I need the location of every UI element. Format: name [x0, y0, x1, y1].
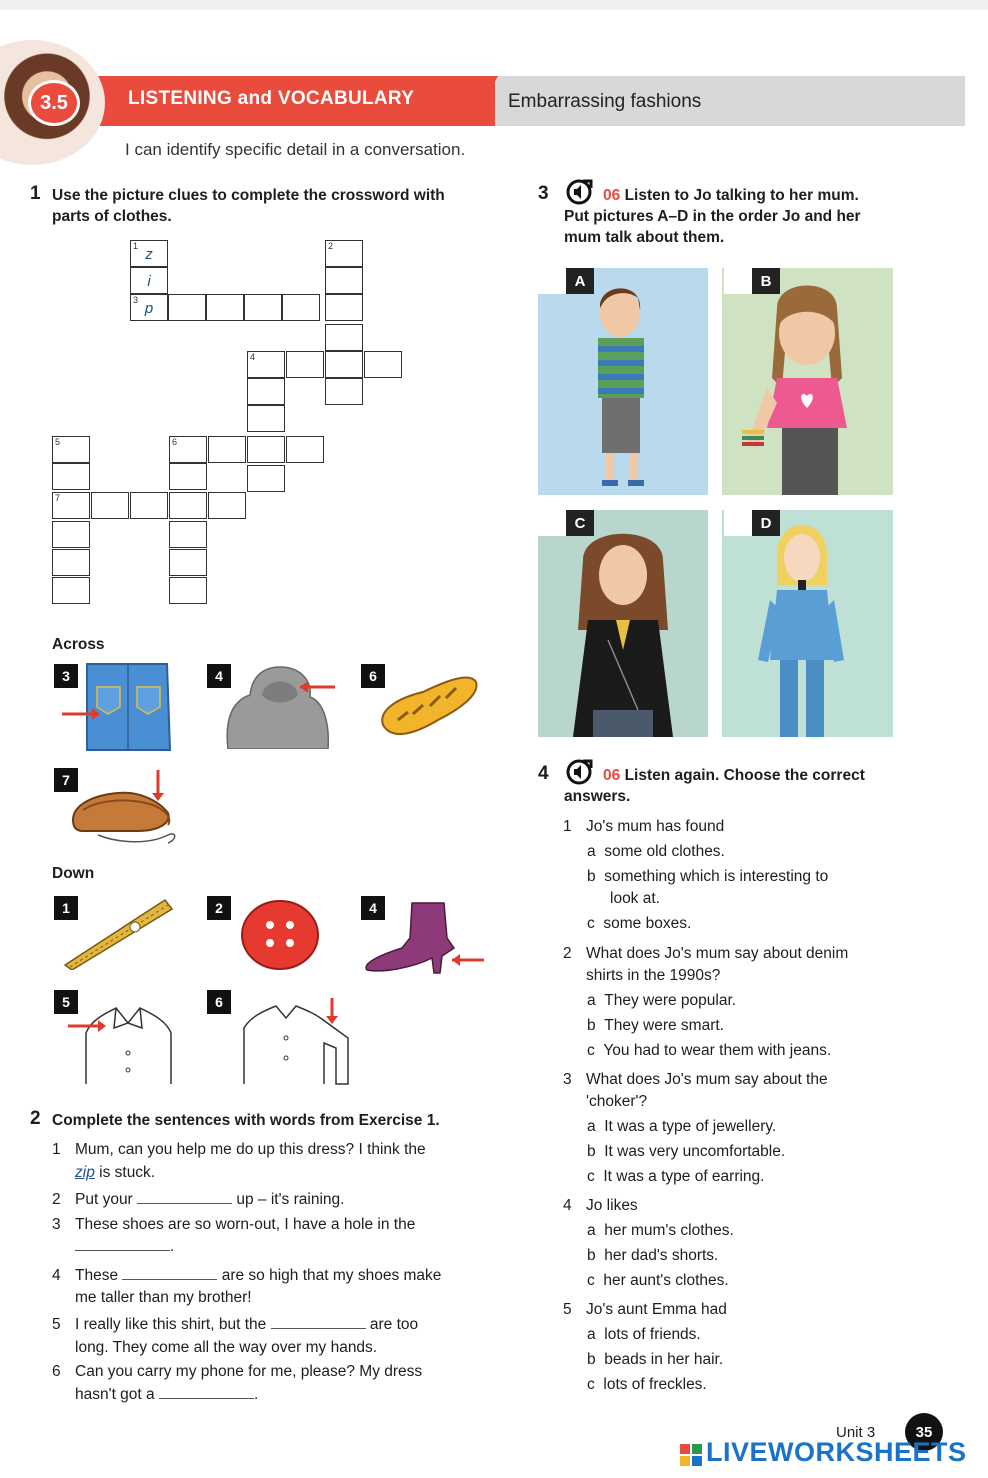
woman-denim-illustration — [722, 510, 893, 737]
girl-bracelets-illustration — [722, 268, 893, 495]
picture-d — [722, 510, 893, 737]
ex3-number: 3 — [538, 183, 549, 204]
collar-shirt-picture — [66, 998, 191, 1086]
crossword-cell[interactable] — [169, 521, 207, 548]
hoodie-picture — [220, 665, 335, 749]
ex4-q4-text: Jo likes — [586, 1197, 638, 1214]
down-clue-2-badge: 2 — [207, 896, 231, 920]
shoelaces-picture — [68, 765, 188, 850]
down-label: Down — [52, 865, 95, 882]
ex2-item-4-blank[interactable] — [122, 1265, 217, 1280]
ex2-item-5-line2: long. They come all the way over my hands. — [75, 1339, 378, 1356]
ex4-q1-option-b[interactable]: b something which is interesting to — [587, 868, 829, 885]
crossword-cell[interactable] — [244, 294, 282, 321]
picture-b-label: B — [752, 268, 780, 294]
crossword-cell[interactable] — [130, 492, 168, 519]
section-number: 3.5 — [28, 80, 80, 126]
crossword-cell[interactable] — [364, 351, 402, 378]
crossword-cell[interactable] — [325, 294, 363, 321]
crossword-cell[interactable] — [247, 378, 285, 405]
ex2-item-3-num: 3 — [52, 1216, 61, 1233]
crossword-cell[interactable] — [52, 463, 90, 490]
crossword-cell[interactable] — [169, 577, 207, 604]
crossword-cell[interactable] — [208, 436, 246, 463]
ex4-q3-option-b[interactable]: b It was very uncomfortable. — [587, 1143, 786, 1160]
sleeve-shirt-picture — [236, 998, 356, 1086]
picture-a-label: A — [566, 268, 594, 294]
crossword-cell[interactable] — [247, 405, 285, 432]
ex2-item-1-line2: zip is stuck. — [75, 1164, 156, 1181]
picture-b — [722, 268, 893, 495]
zip-picture — [60, 895, 175, 970]
down-clue-1-badge: 1 — [54, 896, 78, 920]
crossword-cell[interactable]: 6 — [169, 436, 207, 463]
ex2-item-1-num: 1 — [52, 1141, 61, 1158]
picture-d-label: D — [752, 510, 780, 536]
heel-boot-picture — [362, 898, 487, 978]
crossword-cell[interactable]: 4 — [247, 351, 285, 378]
sole-picture — [378, 670, 478, 745]
crossword-cell[interactable] — [247, 465, 285, 492]
picture-c — [538, 510, 708, 737]
section-title: LISTENING and VOCABULARY — [128, 88, 415, 109]
ex4-q5-option-b[interactable]: b beads in her hair. — [587, 1351, 724, 1368]
button-picture — [240, 898, 320, 973]
page-number: 35 — [905, 1413, 943, 1451]
woman-leather-jacket-illustration — [538, 510, 708, 737]
ex4-instruction-line1: 06 Listen again. Choose the correct — [603, 767, 865, 784]
ex4-instruction-line2: answers. — [564, 788, 631, 805]
liveworksheets-brand[interactable]: LIVEWORKSHEETS — [706, 1437, 967, 1467]
crossword-cell[interactable] — [91, 492, 129, 519]
crossword-cell[interactable]: 5 — [52, 436, 90, 463]
ex4-q4-option-a[interactable]: a her mum's clothes. — [587, 1222, 734, 1239]
can-do-statement: I can identify specific detail in a conversation. — [125, 140, 466, 159]
audio-icon[interactable] — [565, 178, 595, 206]
crossword-cell[interactable]: 7 — [52, 492, 90, 519]
ex4-q5-option-a[interactable]: a lots of friends. — [587, 1326, 701, 1343]
ex4-q3-num: 3 — [563, 1071, 572, 1088]
ex2-number: 2 — [30, 1108, 41, 1129]
crossword-cell[interactable]: 3 p — [130, 294, 168, 321]
ex1-instruction-line2: parts of clothes. — [52, 208, 172, 225]
ex2-item-6-line2: hasn't got a . — [75, 1386, 259, 1403]
ex2-item-1-text: Mum, can you help me do up this dress? I think the — [75, 1141, 426, 1158]
across-clue-4-badge: 4 — [207, 664, 231, 688]
ex4-q4-num: 4 — [563, 1197, 572, 1214]
liveworksheets-logo-icon — [680, 1444, 702, 1466]
ex2-item-4-line: These are so high that my shoes make — [75, 1267, 442, 1284]
ex4-q1-option-c[interactable]: c some boxes. — [587, 915, 692, 932]
ex4-q2-option-c[interactable]: c You had to wear them with jeans. — [587, 1042, 832, 1059]
picture-a — [538, 268, 708, 495]
down-clue-6-badge: 6 — [207, 990, 231, 1014]
ex3-track-number: 06 — [603, 187, 621, 204]
ex3-instruction-line1: 06 Listen to Jo talking to her mum. — [603, 187, 859, 204]
crossword-cell[interactable] — [325, 267, 363, 294]
ex4-q3-option-a[interactable]: a It was a type of jewellery. — [587, 1118, 777, 1135]
ex2-item-5-blank[interactable] — [271, 1314, 366, 1329]
ex2-item-5-num: 5 — [52, 1316, 61, 1333]
ex2-item-1-answer: zip — [75, 1164, 95, 1181]
down-clue-5-badge: 5 — [54, 990, 78, 1014]
crossword-cell[interactable] — [206, 294, 244, 321]
ex4-q3-text: What does Jo's mum say about the — [586, 1071, 828, 1088]
ex2-item-2-line: Put your up – it's raining. — [75, 1191, 345, 1208]
ex4-q5-option-c[interactable]: c lots of freckles. — [587, 1376, 707, 1393]
crossword-cell[interactable] — [169, 492, 207, 519]
ex4-q1-num: 1 — [563, 818, 572, 835]
boy-striped-jumper-illustration — [538, 268, 708, 495]
across-clue-3-badge: 3 — [54, 664, 78, 688]
ex2-item-3-line2: . — [75, 1236, 174, 1257]
crossword-cell[interactable] — [325, 378, 363, 405]
crossword-cell[interactable]: i — [130, 267, 168, 294]
ex4-q2-option-b[interactable]: b They were smart. — [587, 1017, 724, 1034]
unit-label: Unit 3 — [836, 1424, 876, 1441]
ex4-number: 4 — [538, 763, 549, 784]
ex4-q1-text: Jo's mum has found — [586, 818, 725, 835]
crossword-cell[interactable] — [169, 463, 207, 490]
ex4-track-number: 06 — [603, 767, 621, 784]
ex2-item-5-line: I really like this shirt, but the are too — [75, 1316, 419, 1333]
ex2-item-6-num: 6 — [52, 1363, 61, 1380]
jeans-pocket-picture — [62, 662, 172, 752]
ex2-item-3-text: These shoes are so worn-out, I have a hole in the — [75, 1216, 416, 1233]
ex2-item-2-num: 2 — [52, 1191, 61, 1208]
ex4-q2-text-line2: shirts in the 1990s? — [586, 967, 721, 984]
crossword-cell[interactable] — [325, 351, 363, 378]
section-topic: Embarrassing fashions — [508, 91, 702, 112]
ex4-q1-option-b-line2: look at. — [610, 890, 660, 907]
across-clue-6-badge: 6 — [361, 664, 385, 688]
ex3-instruction-line2: Put pictures A–D in the order Jo and her — [564, 208, 861, 225]
ex2-item-6-blank[interactable] — [159, 1384, 254, 1399]
ex2-instruction: Complete the sentences with words from Exercise 1. — [52, 1112, 440, 1129]
crossword-cell[interactable] — [168, 294, 206, 321]
ex4-q5-num: 5 — [563, 1301, 572, 1318]
ex3-instruction-line3: mum talk about them. — [564, 229, 725, 246]
ex4-q3-text-line2: 'choker'? — [586, 1093, 648, 1110]
crossword-cell[interactable] — [325, 324, 363, 351]
ex4-q2-num: 2 — [563, 945, 572, 962]
ex1-instruction-line1: Use the picture clues to complete the crossword with — [52, 187, 445, 204]
crossword-cell[interactable] — [169, 549, 207, 576]
ex4-q4-option-c[interactable]: c her aunt's clothes. — [587, 1272, 729, 1289]
crossword-cell[interactable] — [247, 436, 285, 463]
top-bar — [0, 0, 988, 10]
ex2-item-2-blank[interactable] — [137, 1189, 232, 1204]
ex4-q2-option-a[interactable]: a They were popular. — [587, 992, 737, 1009]
crossword-cell[interactable] — [208, 492, 246, 519]
ex4-q5-text: Jo's aunt Emma had — [586, 1301, 727, 1318]
ex4-q1-option-a[interactable]: a some old clothes. — [587, 843, 725, 860]
crossword-cell[interactable] — [52, 549, 90, 576]
header-band-tip — [470, 76, 498, 126]
across-clue-7-badge: 7 — [54, 768, 78, 792]
audio-icon[interactable] — [565, 758, 595, 786]
ex2-item-4-line2: me taller than my brother! — [75, 1289, 252, 1306]
crossword-cell[interactable] — [286, 436, 324, 463]
ex4-q2-text: What does Jo's mum say about denim — [586, 945, 849, 962]
crossword-cell[interactable] — [282, 294, 320, 321]
picture-c-label: C — [566, 510, 594, 536]
ex1-number: 1 — [30, 183, 41, 204]
crossword-cell[interactable] — [52, 577, 90, 604]
down-clue-4-badge: 4 — [361, 896, 385, 920]
across-label: Across — [52, 636, 105, 653]
ex2-item-3-blank[interactable] — [75, 1236, 170, 1251]
ex4-q3-option-c[interactable]: c It was a type of earring. — [587, 1168, 765, 1185]
crossword-cell[interactable]: 1 z — [130, 240, 168, 267]
ex2-item-6-text: Can you carry my phone for me, please? My dress — [75, 1363, 423, 1380]
crossword-cell[interactable]: 2 — [325, 240, 363, 267]
crossword-cell[interactable] — [52, 521, 90, 548]
ex4-q4-option-b[interactable]: b her dad's shorts. — [587, 1247, 719, 1264]
ex2-item-4-num: 4 — [52, 1267, 61, 1284]
crossword-cell[interactable] — [286, 351, 324, 378]
